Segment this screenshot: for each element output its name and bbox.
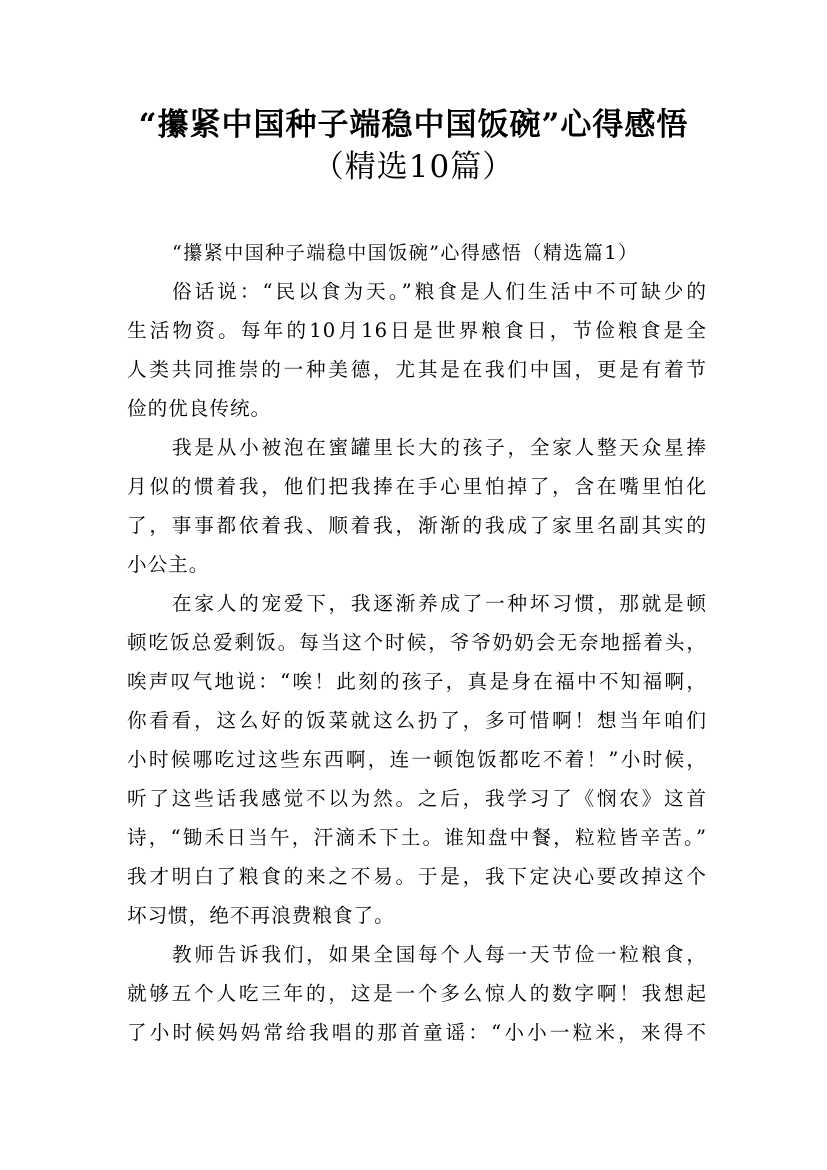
paragraph-line: 在家人的宠爱下，我逐渐养成了一种坏习惯，那就是顿 xyxy=(172,592,707,615)
document-title-line-2: （精选10篇） xyxy=(312,149,515,185)
paragraph-line: 顿吃饭总爱剩饭。每当这个时候，爷爷奶奶会无奈地摇着头， xyxy=(127,631,707,654)
paragraph-line: 坏习惯，绝不再浪费粮食了。 xyxy=(127,904,395,927)
paragraph-line: 你看看，这么好的饭菜就这么扔了，多可惜啊！想当年咱们 xyxy=(127,709,707,732)
document-title-line-1: “攥紧中国种子端稳中国饭碗”心得感悟 xyxy=(138,107,689,143)
section-heading: “攥紧中国种子端稳中国饭碗”心得感悟（精选篇1） xyxy=(172,242,639,264)
paragraph-line: 月似的惯着我，他们把我捧在手心里怕掉了，含在嘴里怕化 xyxy=(127,475,707,498)
paragraph-line: 了小时候妈妈常给我唱的那首童谣：“小小一粒米，来得不 xyxy=(127,1021,707,1044)
paragraph-line: 诗，“锄禾日当午，汗滴禾下土。谁知盘中餐，粒粒皆辛苦。” xyxy=(127,826,707,849)
paragraph-line: 教师告诉我们，如果全国每个人每一天节俭一粒粮食， xyxy=(172,943,707,966)
paragraph-line: 人类共同推崇的一种美德，尤其是在我们中国，更是有着节 xyxy=(127,358,707,381)
paragraph-line: 俗话说：“民以食为天。”粮食是人们生活中不可缺少的 xyxy=(172,280,707,303)
paragraph-line: 听了这些话我感觉不以为然。之后，我学习了《悯农》这首 xyxy=(127,787,707,810)
paragraph-line: 唉声叹气地说：“唉！此刻的孩子，真是身在福中不知福啊， xyxy=(127,670,707,693)
paragraph-line: 小公主。 xyxy=(127,553,210,576)
paragraph-line: 我是从小被泡在蜜罐里长大的孩子，全家人整天众星捧 xyxy=(172,436,707,459)
paragraph-line: 就够五个人吃三年的，这是一个多么惊人的数字啊！我想起 xyxy=(127,982,707,1005)
paragraph-line: 了，事事都依着我、顺着我，渐渐的我成了家里名副其实的 xyxy=(127,514,707,537)
paragraph-line: 俭的优良传统。 xyxy=(127,397,272,420)
paragraph-line: 小时候哪吃过这些东西啊，连一顿饱饭都吃不着！”小时候， xyxy=(127,748,707,771)
paragraph-line: 我才明白了粮食的来之不易。于是，我下定决心要改掉这个 xyxy=(127,865,707,888)
paragraph-line: 生活物资。每年的10月16日是世界粮食日，节俭粮食是全 xyxy=(127,319,707,342)
